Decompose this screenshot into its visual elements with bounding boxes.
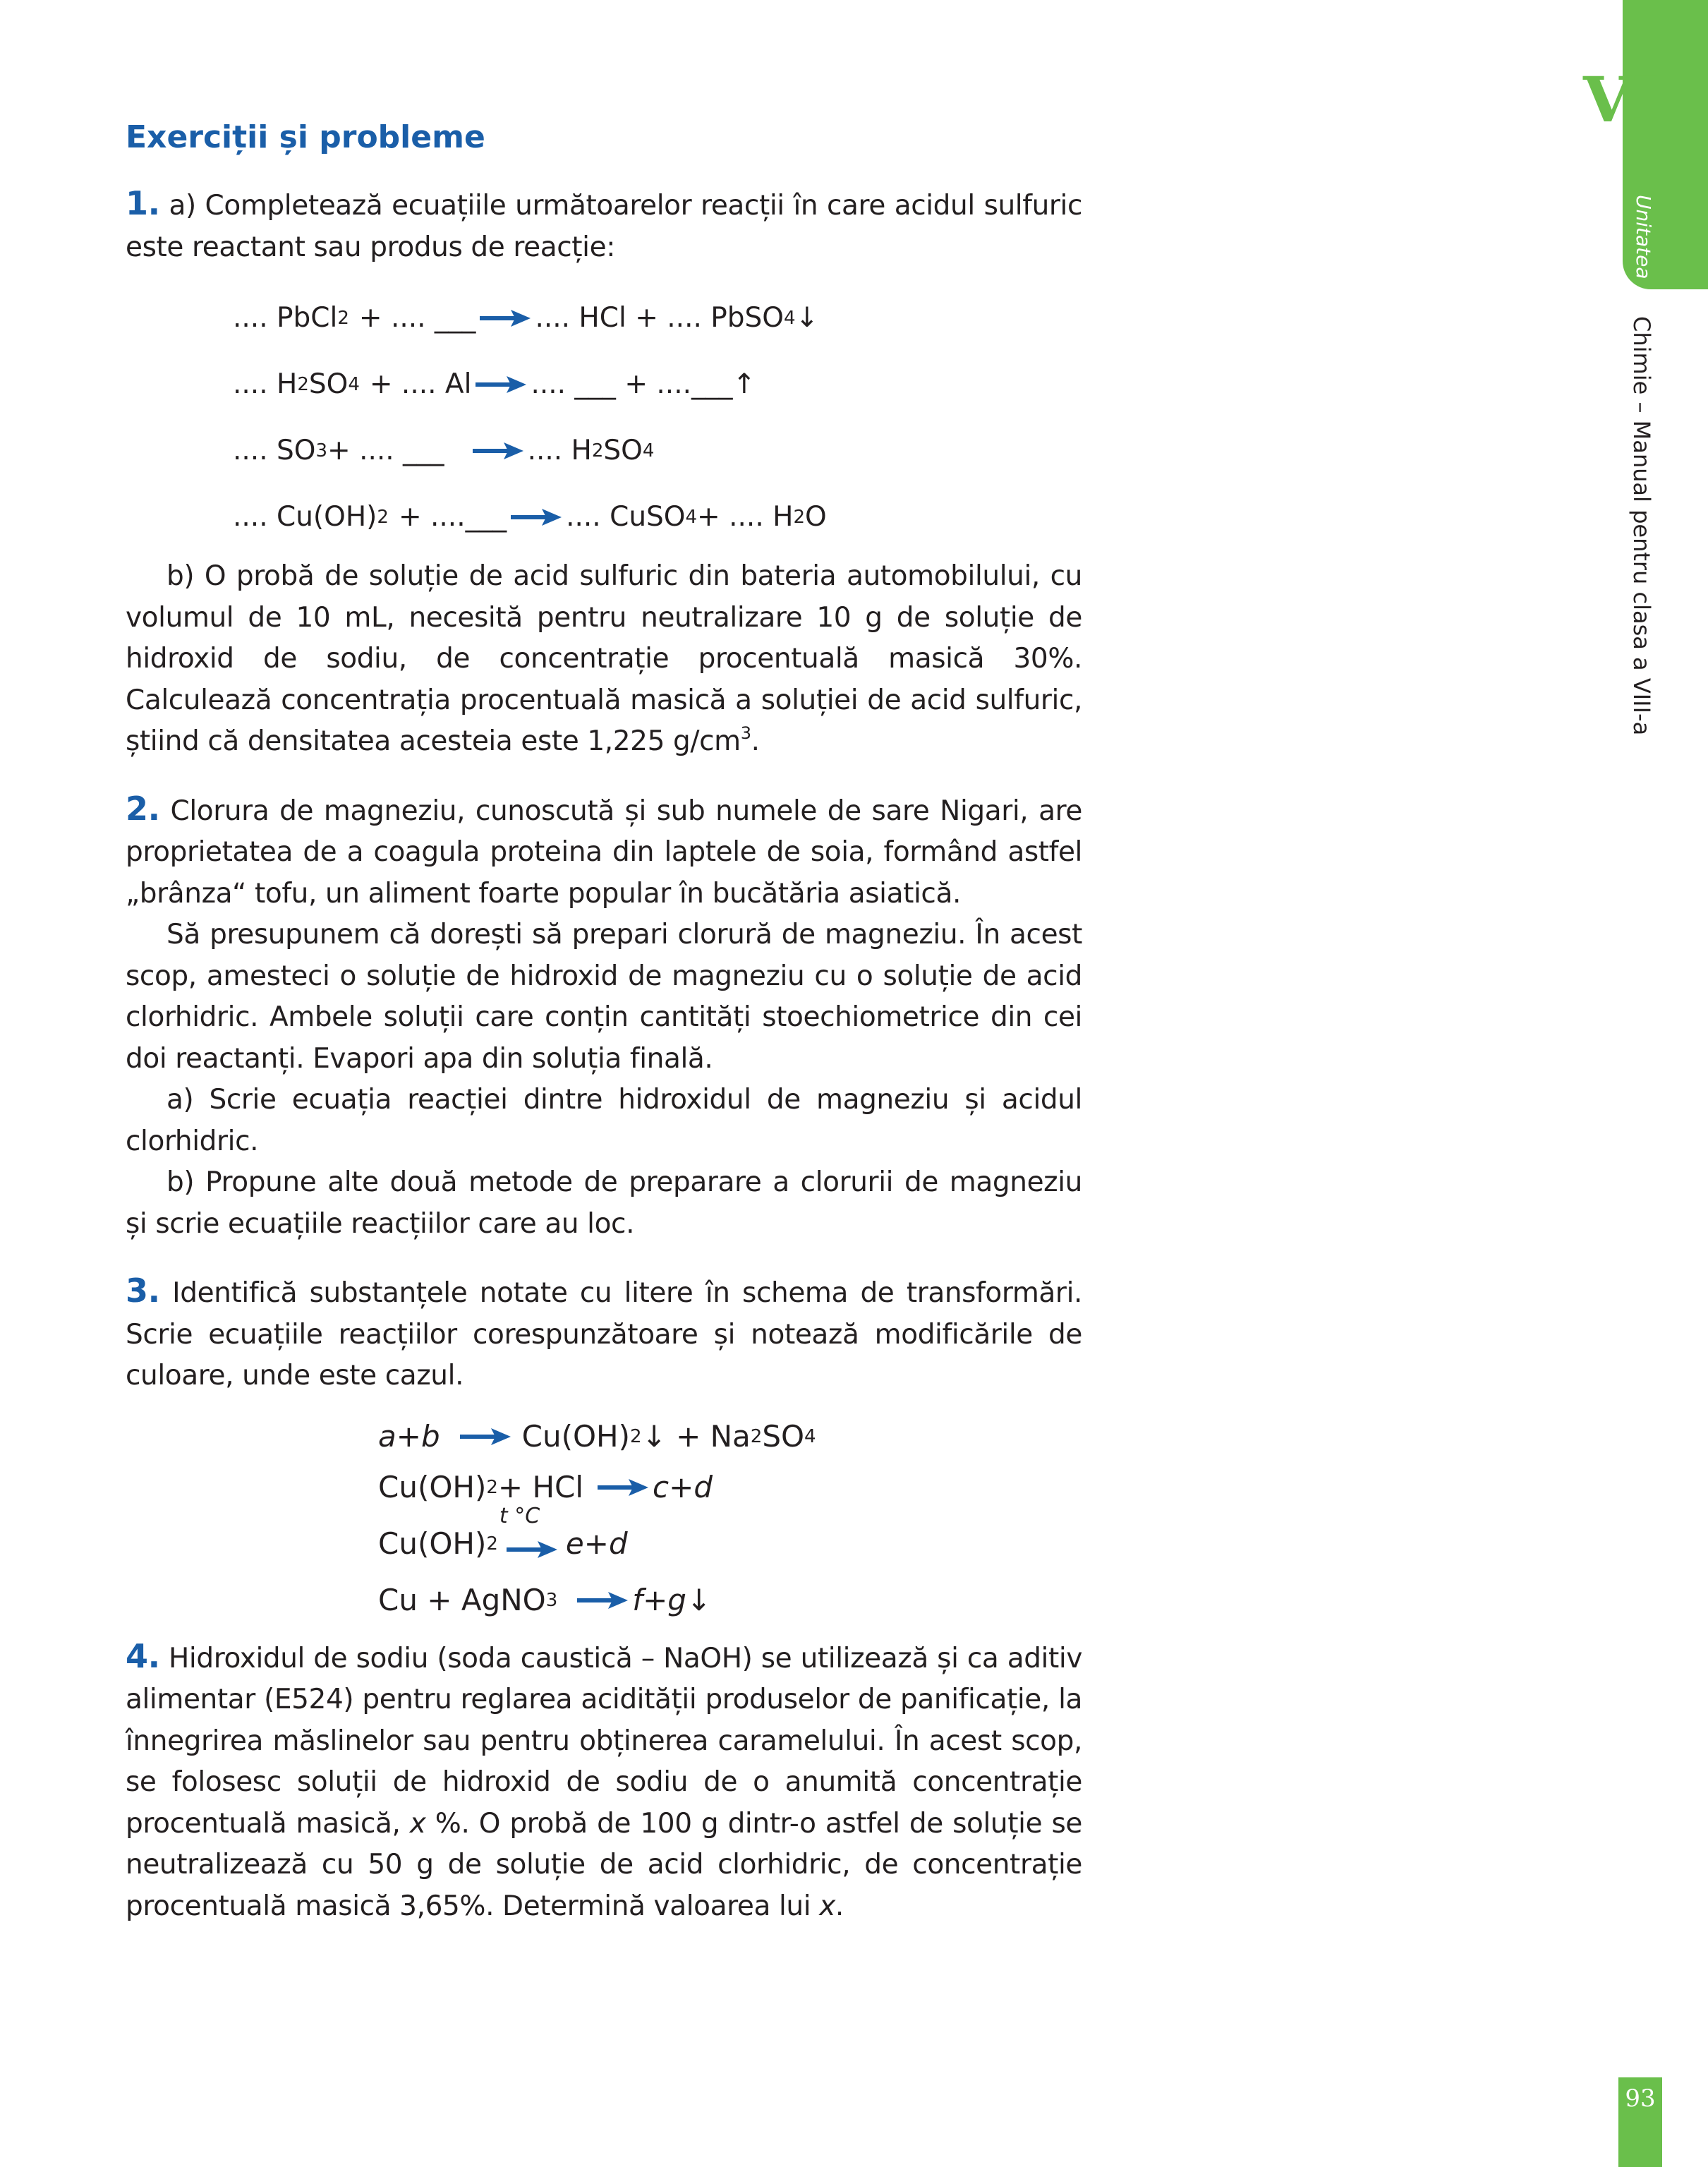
exercise-2-intro: 2. Clorura de magneziu, cunoscută și sub numele de sare Nigari, are proprietatea de a coagula proteina din laptele de soia, formând astfel „brânza“ tofu, un aliment foarte popular în bucătăria asiatică. <box>126 789 1082 910</box>
equation: Cu(OH) 2 t °C e + d <box>378 1503 628 1561</box>
exercise-1-equations <box>233 285 1082 550</box>
unit-numeral: VI <box>1583 63 1661 136</box>
reaction-arrow-icon <box>460 1428 511 1445</box>
equation: .... H 2 SO 4 + .... Al .... ___ + ....___↑ <box>233 368 756 400</box>
exercise-2-part-b: b) Propune alte două metode de preparare a clorurii de magneziu și scrie ecuațiile reacțiilor care au loc. <box>126 1166 1082 1240</box>
exercise-2-scenario: Să presupunem că dorești să prepari clorură de magneziu. În acest scop, amesteci o soluție de hidroxid de magneziu cu o soluție de acid clorhidric. Ambele soluții care conțin cantități stoechiometrice din cei doi reactanți. Evapori apa din soluția finală. <box>126 919 1082 1075</box>
reaction-arrow-icon <box>473 442 523 459</box>
reaction-condition: t °C <box>499 1503 540 1528</box>
exercise-3-scheme <box>378 1411 1082 1626</box>
reaction-arrow-icon <box>511 509 562 526</box>
equation: .... PbCl 2 + .... ___ .... HCl + .... PbSO 4 ↓ <box>233 302 819 334</box>
reaction-arrow-icon <box>480 310 531 327</box>
book-title: Chimie – Manual pentru clasa a VIII-a <box>1628 316 1655 736</box>
exercise-3-intro: 3. Identifică substanțele notate cu litere în schema de transformări. Scrie ecuațiile reacțiilor corespunzătoare și notează modificările de culoare, unde este cazul. <box>126 1272 1082 1392</box>
reaction-arrow-icon <box>476 376 526 393</box>
equation: Cu(OH) 2 + HCl c + d <box>378 1469 713 1504</box>
exercise-2-part-a: a) Scrie ecuația reacției dintre hidroxidul de magneziu și acidul clorhidric. <box>126 1084 1082 1157</box>
reaction-arrow-icon <box>505 1541 559 1558</box>
equation: Cu + AgNO 3 f + g ↓ <box>378 1582 712 1617</box>
unit-label: Unitatea <box>1632 195 1655 279</box>
reaction-arrow-icon <box>577 1592 628 1609</box>
reaction-arrow-icon <box>598 1479 648 1496</box>
equation: .... Cu(OH) 2 + ....___ .... CuSO 4 + .... H 2 O <box>233 501 827 533</box>
page-content <box>126 116 1082 1927</box>
exercise-number: 2. <box>126 789 160 828</box>
equation: .... SO 3 + .... ___ .... H 2 SO 4 <box>233 435 655 466</box>
exercise-number: 4. <box>126 1636 160 1675</box>
equation: a + b Cu(OH) 2 ↓ + Na 2 SO 4 <box>378 1418 816 1454</box>
exercise-4-text: 4. Hidroxidul de sodiu (soda caustică – NaOH) se utilizează și ca aditiv alimentar (E524) pentru reglarea acidității produselor de panificație, la înnegrirea măslinelor sau pentru obținerea caramelului. În acest scop, se folosesc soluții de hidroxid de sodiu de o anumită concentrație procentuală masică, x %. O probă de 100 g dintr-o astfel de soluție se neutralizează cu 50 g de soluție de acid clorhidric, de concentrație procentuală masică 3,65%. Determină valoarea lui x. <box>126 1636 1082 1922</box>
reaction-arrow-with-condition <box>499 1503 559 1558</box>
exercise-number: 3. <box>126 1272 160 1310</box>
page-number: 93 <box>1625 2084 1656 2113</box>
exercise-number: 1. <box>126 184 160 222</box>
exercise-1-part-b: b) O probă de soluție de acid sulfuric din bateria automobilului, cu volumul de 10 mL, necesită pentru neutralizare 10 g de soluție de hidroxid de sodiu, de concentrație procentuală masică 30%. Calculează concentrația procentuală masică a soluției de acid sulfuric, știind că densitatea acesteia este 1,225 $g/cm^3$. <box>126 560 1082 757</box>
exercise-1-intro: 1. a) Completează ecuațiile următoarelor reacții în care acidul sulfuric este reactant sau produs de reacție: <box>126 184 1082 263</box>
section-title: Exerciții și probleme <box>126 119 485 155</box>
